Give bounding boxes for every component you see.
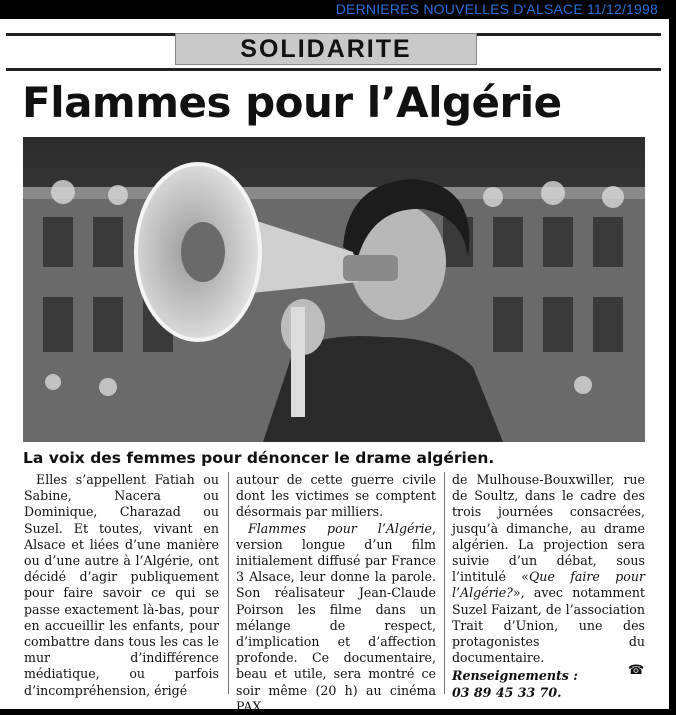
column-3-text-a: de Mulhouse-Bouxwiller, rue de Soultz, dans le cadre des trois journées consacrées, jusqu’à dimanche, au drame algérien. La projection sera suivie d’un débat, sous l’intitulé «: [452, 472, 645, 585]
article-photo: [23, 137, 645, 442]
headline: Flammes pour l’Algérie: [22, 78, 562, 127]
column-rule-1: [228, 472, 229, 694]
column-2-text-a: autour de cette guerre civile dont les victimes se comptent désormais par milliers.: [236, 472, 436, 520]
photo-caption: La voix des femmes pour dénoncer le drame algérien.: [23, 449, 495, 467]
section-rubric: SOLIDARITE: [175, 33, 477, 65]
info-phone-number: 03 89 45 33 70.: [452, 684, 562, 700]
scan-edge-right: [669, 19, 676, 715]
column-3-text-b: », avec notamment Suzel Faizant, de l’association Trait d’Union, une des protagonistes du documentaire.: [452, 585, 645, 666]
column-1-text: Elles s’appellent Fatiah ou Sabine, Nacera ou Dominique, Charazad ou Suzel. Et toutes, vivant en Alsace et liées d’une manière ou d’une autre à l’Algérie, ont décidé d’agir publiquement pour faire savoir ce qui se passe exactement là-bas, pour en accueillir les enfants, pour combattre dans tous les cas le mur d’indifférence médiatique, ou parfois d’incompréhension, érigé: [24, 472, 219, 698]
source-banner: DERNIERES NOUVELLES D'ALSACE 11/12/1998: [0, 0, 676, 19]
photo-illustration: [23, 137, 645, 442]
rubric-rule-bottom: [6, 68, 661, 71]
article-column-1: [24, 472, 219, 699]
telephone-icon: ☎: [628, 663, 645, 678]
article-column-3: [452, 472, 645, 701]
info-label: Renseignements :: [452, 668, 578, 684]
column-rule-2: [444, 472, 445, 694]
debate-title: Que faire pour l’Algérie?: [452, 569, 645, 601]
film-title: Flammes pour l’Algérie: [248, 520, 432, 536]
article-column-2: [236, 472, 436, 715]
column-2-text-b: , version longue d’un film initialement diffusé par France 3 Alsace, leur donne la parole. Son réalisateur Jean-Claude Poirson les filme dans un mélange de respect, d’implication et d’affection profonde. Ce documentaire, beau et utile, sera montré ce soir même (20 h) au cinéma PAX: [236, 520, 436, 714]
